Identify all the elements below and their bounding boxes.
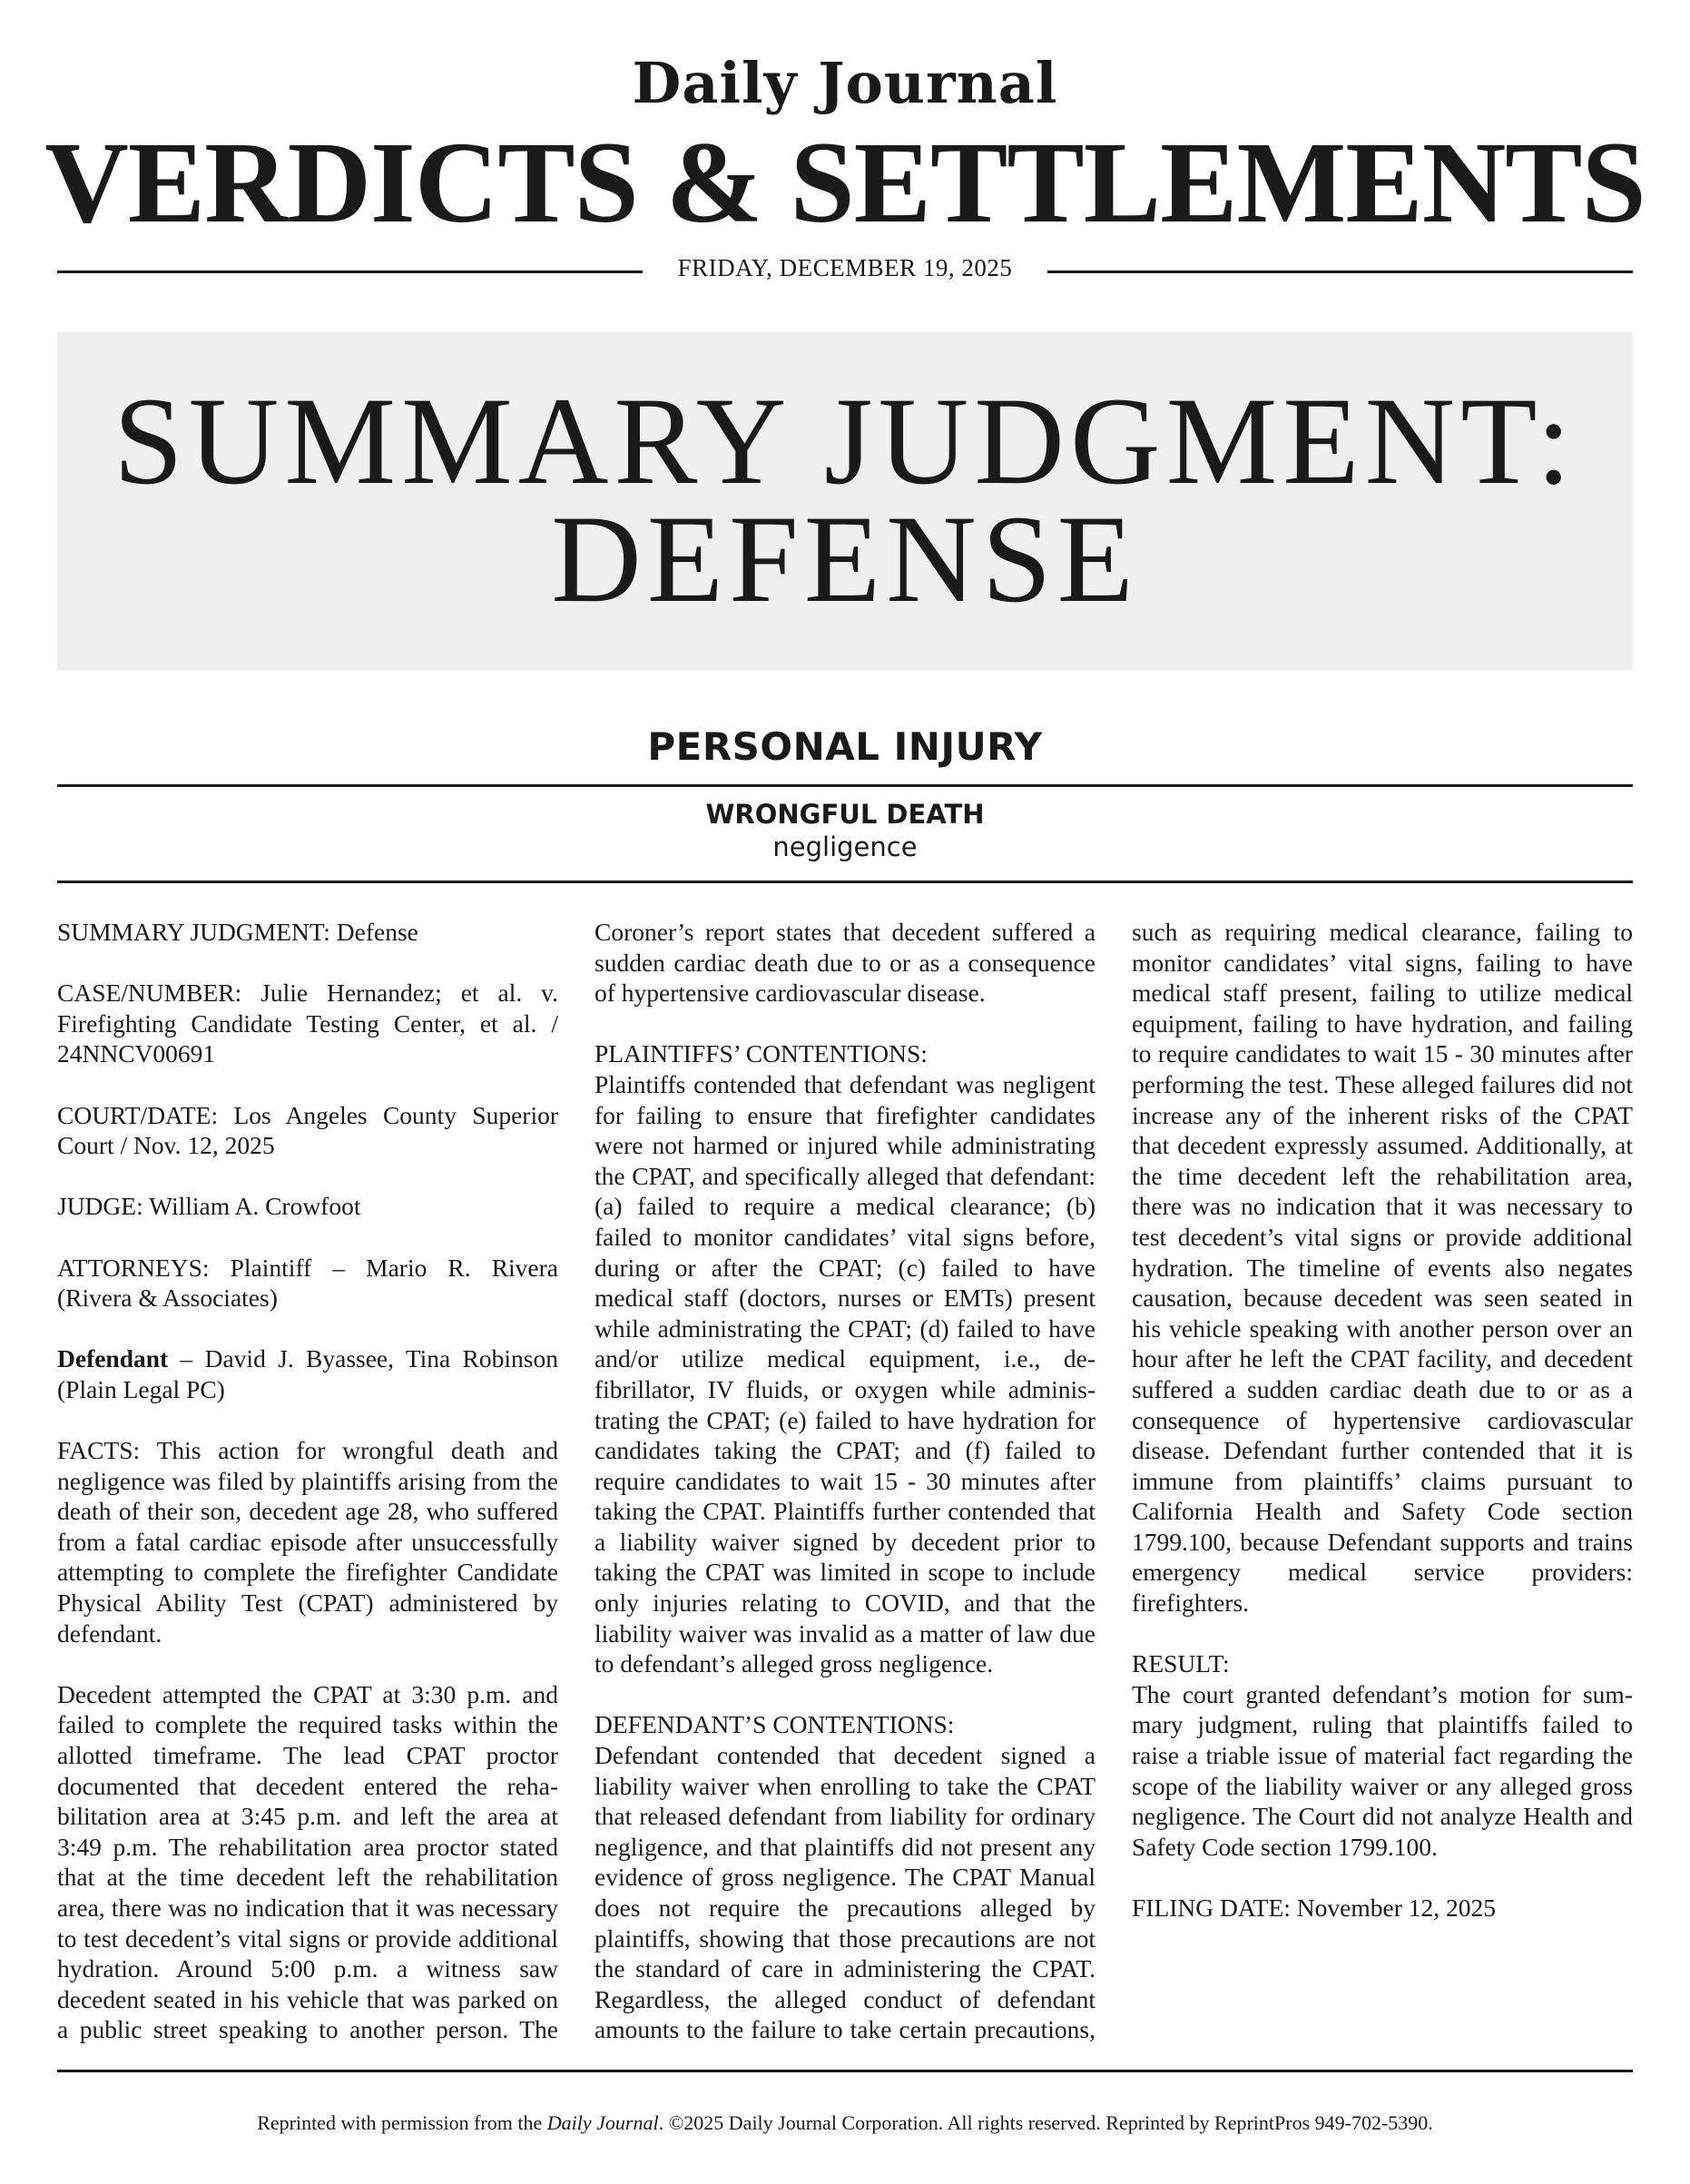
defendant-attorney: – David J. Byassee, Tina Robinson: [168, 1344, 558, 1373]
result: [1132, 1648, 1633, 1862]
summary-judgment-line: SUMMARY JUDGMENT: Defense: [57, 918, 418, 946]
defendant-firm: (Plain Legal PC): [57, 1374, 225, 1403]
footer-divider: [57, 2070, 1633, 2072]
daily-journal-logo: Daily Journal: [632, 50, 1058, 116]
case-number: CASE/NUMBER: Julie Hernandez; et al. v. Firefighting Candidate Testing Center, et al. / 24NNCV00691: [57, 979, 558, 1068]
divider: [57, 880, 1633, 883]
plaintiffs-contentions: [594, 1038, 1096, 1678]
attorneys-label: ATTORNEYS:: [57, 1253, 210, 1282]
headline-line-2: DEFENSE: [551, 489, 1139, 628]
headline-banner: [57, 332, 1633, 670]
result-label: RESULT:: [1132, 1649, 1230, 1678]
facts-paragraph-1: This action for wrongful death and negligence was filed by plaintiffs arising from the death of their son, decedent age 28, who suffered from a fatal cardiac episode after unsuccessfully attempting to complete the firefighter Candidate Physical Ability Test (CPAT) administered by defendant.: [57, 1436, 558, 1648]
court-date: COURT/DATE: Los Angeles County Superior Court / Nov. 12, 2025: [57, 1100, 558, 1160]
reprint-prefix: Reprinted with permission from the: [257, 2111, 547, 2134]
reprint-publication: Daily Journal: [546, 2111, 659, 2134]
case-subtopic: negligence: [772, 831, 918, 862]
headline-line-1: SUMMARY JUDGMENT:: [113, 371, 1577, 510]
defendants-contentions-text: Defendant contended that decedent signed a liability waiver when enrolling to take the CPAT that released defendant from liability for ordinary negligence, and that plaintiffs did not present any evidence of gross negligence. The CPAT Manual does not require the precautions alleged by plaintiffs, showing that those precautions are not the standard of care in administering the CPAT. Regardless, the alleged conduct of defendant amounts to the failure to take certain precautions, such as requiring medical clearance, failing to monitor candidates’ vital signs, failing to have medical staff present, failing to utilize medical equipment, failing to have hydration, and failing to require candidates to wait 15 - 30 minutes after performing the test. These alleged failures did not increase any of the inherent risks of the CPAT that decedent expressly assumed. Additionally, at the time decedent left the rehabilitation area, there was no indication that it was necessary to test decedent’s vital signs or provide additional hydration. The timeline of events also negates causation, because decedent was seen seated in his vehicle speaking with another person over an hour after he left the CPAT facility, and decedent suffered a sudden cardiac death due to or as a consequence of hypertensive cardiovascular disease. Defendant further contended that it is immune from plaintiffs’ claims pursuant to California Health and Safety Code section 1799.100, because Defendant supports and trains emergency medical service providers: firefighters.: [594, 918, 1633, 2044]
plaintiffs-contentions-text: Plaintiffs contended that defendant was negligent for failing to ensure that firefighter candidates were not harmed or injured while administrating the CPAT, and specifically alleged that defendant: (a) failed to require a medical clearance; (b) failed to monitor candidates’ vital signs before, during or after the CPAT; (c) failed to have medical staff (doctors, nurses or EMTs) present while administrating the CPAT; (d) failed to have and/or utilize medical equipment, i.e., defibrillator, IV fluids, or oxygen while administrating the CPAT; (e) failed to have hydration for candidates taking the CPAT; and (f) failed to require candidates to wait 15 - 30 minutes after taking the CPAT. Plaintiffs further contended that a liability waiver signed by decedent prior to taking the CPAT was limited in scope to include only injuries relating to COVID, and that the liability waiver was invalid as a matter of law due to defendant’s alleged gross negligence.: [594, 1069, 1096, 1678]
defendant-attorney-line: [57, 1344, 558, 1372]
case-category: PERSONAL INJURY: [647, 724, 1043, 769]
defendant-attorney-block: [57, 1343, 558, 1404]
reprint-notice: [0, 2111, 1690, 2135]
facts-label: FACTS:: [57, 1436, 141, 1465]
defendant-label: Defendant: [57, 1344, 169, 1373]
divider: [57, 784, 1633, 787]
facts-paragraph-2: Decedent attempted the CPAT at 3:30 p.m. and failed to complete the required tasks within the allotted timeframe. The lead CPAT proctor documented that decedent entered the rehabilitation area at 3:45 p.m. and left the area at 3:49 p.m. The rehabilitation area proctor stated that at the time decedent left the rehabilitation area, there was no indication that it was necessary to test decedent’s vital signs or provide additional hydration. Around 5:00 p.m. a witness saw decedent seated in his vehicle that was parked on a public street speaking to another person. The Coroner’s report states that decedent suffered a sudden cardiac death due to or as a consequence of hypertensive cardiovascular disease.: [57, 918, 1096, 2044]
plaintiff-firm: (Rivera & Associates): [57, 1284, 278, 1313]
date-rule-left: [57, 271, 643, 273]
plaintiff-attorney: Plaintiff – Mario R. Rivera: [230, 1253, 558, 1282]
publication-title: VERDICTS & SETTLEMENTS: [44, 118, 1646, 247]
filing-date-text: FILING DATE: November 12, 2025: [1132, 1894, 1496, 1922]
article-body: [57, 917, 1633, 2056]
facts-block: [57, 1435, 558, 1648]
filing-date: [1132, 1893, 1633, 1923]
defendants-contentions-label: DEFENDANT’S CONTENTIONS:: [594, 1710, 955, 1739]
plaintiffs-contentions-label: PLAINTIFFS’ CONTENTIONS:: [594, 1039, 928, 1068]
judge: JUDGE: William A. Crowfoot: [57, 1192, 361, 1221]
attorneys-block: [57, 1253, 558, 1313]
date-rule-right: [1047, 271, 1633, 273]
issue-date: FRIDAY, DECEMBER 19, 2025: [677, 254, 1013, 281]
case-subcategory: WRONGFUL DEATH: [705, 799, 985, 830]
date-row: [57, 254, 1633, 290]
result-text: The court granted defendant’s motion for summary judgment, ruling that plaintiffs failed to raise a triable issue of material fact regarding the scope of the liability waiver or any alleged gross negligence. The Court did not analyze Health and Safety Code section 1799.100.: [1132, 1679, 1633, 1861]
reprint-suffix: . ©2025 Daily Journal Corporation. All rights reserved. Reprinted by ReprintPros 949-702-5390.: [658, 2111, 1433, 2134]
